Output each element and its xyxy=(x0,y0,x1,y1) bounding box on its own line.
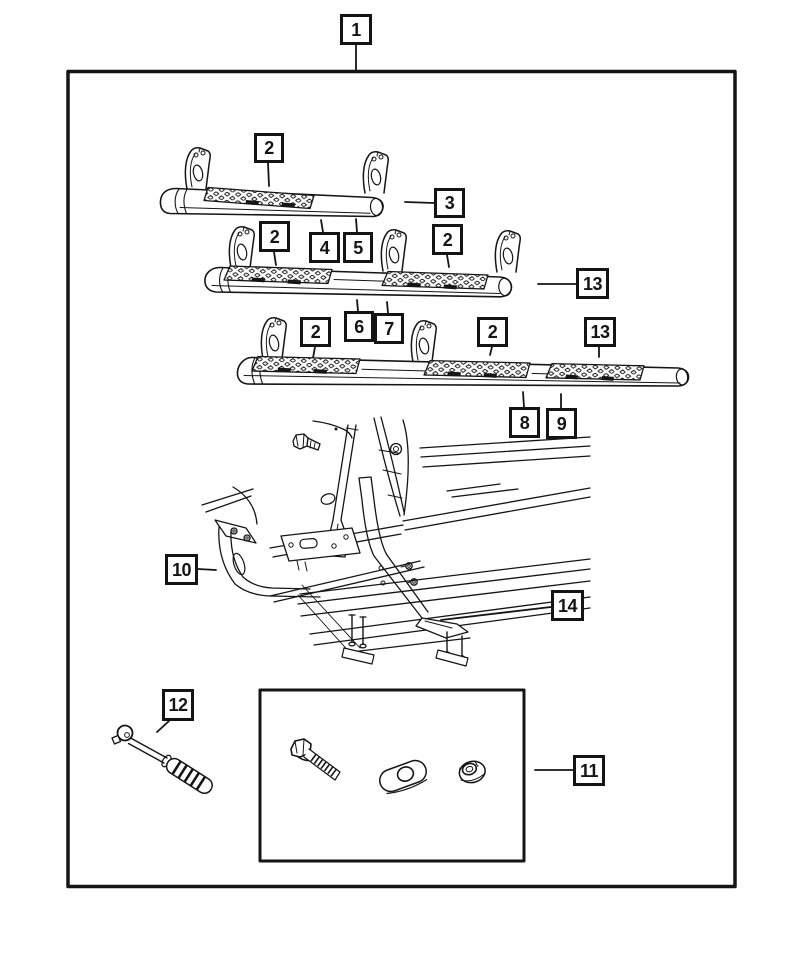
callout-2-top-board[interactable]: 2 xyxy=(254,133,284,163)
step-pad xyxy=(382,272,488,290)
step-pad xyxy=(252,357,360,374)
callout-1[interactable]: 1 xyxy=(340,14,372,45)
loose-bolt xyxy=(293,434,320,450)
callout-2-long-board-left[interactable]: 2 xyxy=(300,317,331,347)
callout-7[interactable]: 7 xyxy=(374,313,404,344)
callout-6[interactable]: 6 xyxy=(344,311,374,342)
callout-12[interactable]: 12 xyxy=(162,689,194,721)
callout-13-mid-board[interactable]: 13 xyxy=(576,268,609,299)
callout-13-long-board[interactable]: 13 xyxy=(584,317,616,347)
hardware-kit xyxy=(260,690,524,861)
callout-5[interactable]: 5 xyxy=(343,232,373,263)
callout-2-mid-board-left[interactable]: 2 xyxy=(259,221,290,252)
callout-10[interactable]: 10 xyxy=(165,554,198,585)
step-pad xyxy=(224,266,332,284)
callout-9[interactable]: 9 xyxy=(546,408,577,439)
callout-4[interactable]: 4 xyxy=(309,232,340,263)
step-pad xyxy=(546,364,644,380)
torque-wrench xyxy=(112,726,215,797)
step-pad xyxy=(424,361,530,378)
callout-2-mid-board-right[interactable]: 2 xyxy=(432,224,463,255)
vehicle-body-illustration xyxy=(202,417,590,666)
callout-8[interactable]: 8 xyxy=(509,407,540,438)
callout-3[interactable]: 3 xyxy=(434,188,465,218)
callout-11[interactable]: 11 xyxy=(573,755,605,786)
callout-2-long-board-right[interactable]: 2 xyxy=(477,317,508,347)
callout-14[interactable]: 14 xyxy=(551,590,584,621)
